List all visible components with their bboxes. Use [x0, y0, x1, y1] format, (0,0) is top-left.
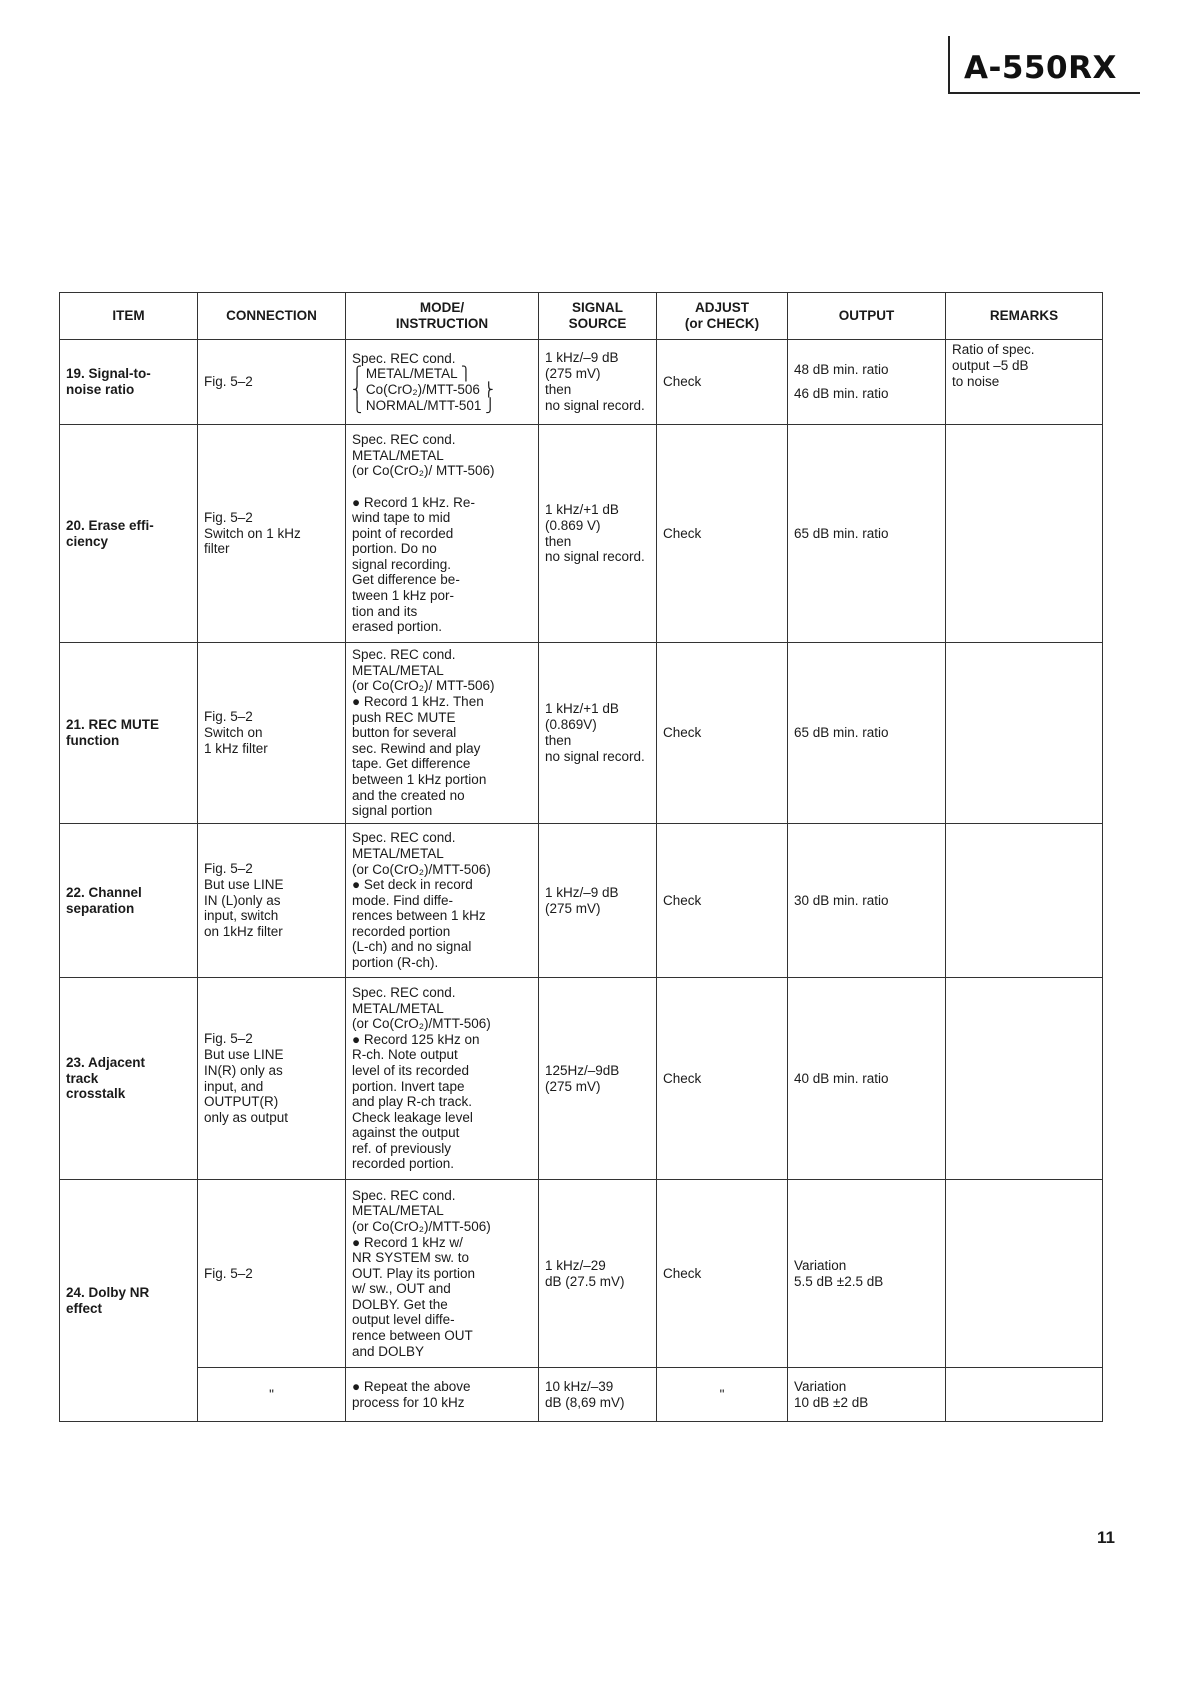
signal-source-cell: 1 kHz/+1 dB (0.869V) then no signal record.	[539, 643, 657, 824]
output-cell: Variation 5.5 dB ±2.5 dB	[788, 1180, 946, 1368]
output-cell: 40 dB min. ratio	[788, 978, 946, 1180]
connection-cell: Fig. 5–2 But use LINE IN(R) only as input, and OUTPUT(R) only as output	[198, 978, 346, 1180]
signal-source-cell: 125Hz/–9dB (275 mV)	[539, 978, 657, 1180]
model-title: A-550RX	[964, 50, 1117, 86]
item-cell: 23. Adjacent track crosstalk	[60, 978, 198, 1180]
table-row	[60, 425, 1103, 643]
adjust-cell: "	[657, 1368, 788, 1422]
adjust-cell: Check	[657, 340, 788, 425]
output-cell: 30 dB min. ratio	[788, 824, 946, 978]
table-row	[60, 978, 1103, 1180]
page-number: 11	[1097, 1528, 1115, 1547]
connection-cell: Fig. 5–2	[198, 340, 346, 425]
adjustment-table	[59, 292, 1103, 1422]
adjust-cell: Check	[657, 824, 788, 978]
connection-cell: Fig. 5–2 Switch on 1 kHz filter	[198, 425, 346, 643]
column-header-adjust: ADJUST (or CHECK)	[657, 293, 788, 340]
remarks-cell	[946, 1368, 1103, 1422]
adjust-cell: Check	[657, 978, 788, 1180]
signal-source-cell: 1 kHz/+1 dB (0.869 V) then no signal record.	[539, 425, 657, 643]
connection-cell: Fig. 5–2	[198, 1180, 346, 1368]
table-row	[60, 1368, 1103, 1422]
output-cell: 65 dB min. ratio	[788, 425, 946, 643]
mode-cell: Spec. REC cond. METAL/METAL (or Co(CrO₂)/MTT-506) ● Record 1 kHz w/ NR SYSTEM sw. to OUT. Play its portion w/ sw., OUT and DOLBY. Get the output level diffe- rence between OUT and DOLBY	[346, 1180, 539, 1368]
connection-cell: Fig. 5–2 But use LINE IN (L)only as input, switch on 1kHz filter	[198, 824, 346, 978]
mode-cell: Spec. REC cond. METAL/METAL (or Co(CrO₂)/ MTT-506) ● Record 1 kHz. Re- wind tape to mid point of recorded portion. Do no signal recording. Get difference be- tween 1 kHz por- tion and its erased portion.	[346, 425, 539, 643]
item-cell: 21. REC MUTE function	[60, 643, 198, 824]
mode-cell: ● Repeat the above process for 10 kHz	[346, 1368, 539, 1422]
signal-source-cell: 1 kHz/–9 dB (275 mV)	[539, 824, 657, 978]
column-header-mode: MODE/ INSTRUCTION	[346, 293, 539, 340]
item-cell: 19. Signal-to- noise ratio	[60, 340, 198, 425]
connection-cell: "	[198, 1368, 346, 1422]
remarks-cell	[946, 824, 1103, 978]
adjust-cell: Check	[657, 1180, 788, 1368]
table-row	[60, 340, 1103, 425]
remarks-cell	[946, 1180, 1103, 1368]
output-cell: 65 dB min. ratio	[788, 643, 946, 824]
connection-cell: Fig. 5–2 Switch on 1 kHz filter	[198, 643, 346, 824]
signal-source-cell: 10 kHz/–39 dB (8,69 mV)	[539, 1368, 657, 1422]
mode-cell: Spec. REC cond. METAL/METAL (or Co(CrO₂)/MTT-506) ● Set deck in record mode. Find diffe- rences between 1 kHz recorded portion (L-ch) and no signal portion (R-ch).	[346, 824, 539, 978]
item-cell: 20. Erase effi- ciency	[60, 425, 198, 643]
item-cell: 24. Dolby NR effect	[60, 1180, 198, 1422]
mode-cell: Spec. REC cond. ⎧ METAL/METAL ⎫ ⎨ Co(CrO₂)/MTT-506 ⎬ ⎩ NORMAL/MTT-501 ⎭	[346, 340, 539, 425]
column-header-signal-source: SIGNAL SOURCE	[539, 293, 657, 340]
output-cell: Variation 10 dB ±2 dB	[788, 1368, 946, 1422]
output-cell: 48 dB min. ratio 46 dB min. ratio	[788, 340, 946, 425]
column-header-connection: CONNECTION	[198, 293, 346, 340]
adjust-cell: Check	[657, 643, 788, 824]
remarks-cell	[946, 978, 1103, 1180]
table-row	[60, 824, 1103, 978]
signal-source-cell: 1 kHz/–29 dB (27.5 mV)	[539, 1180, 657, 1368]
item-cell: 22. Channel separation	[60, 824, 198, 978]
mode-cell: Spec. REC cond. METAL/METAL (or Co(CrO₂)/MTT-506) ● Record 125 kHz on R-ch. Note output level of its recorded portion. Invert tape and play R-ch track. Check leakage level against the output ref. of previously recorded portion.	[346, 978, 539, 1180]
remarks-cell	[946, 425, 1103, 643]
table-header-row	[60, 293, 1103, 340]
column-header-item: ITEM	[60, 293, 198, 340]
mode-cell: Spec. REC cond. METAL/METAL (or Co(CrO₂)/ MTT-506) ● Record 1 kHz. Then push REC MUTE button for several sec. Rewind and play tape. Get difference between 1 kHz portion and the created no signal portion	[346, 643, 539, 824]
table-row	[60, 1180, 1103, 1368]
table-row	[60, 643, 1103, 824]
signal-source-cell: 1 kHz/–9 dB (275 mV) then no signal record.	[539, 340, 657, 425]
column-header-remarks: REMARKS	[946, 293, 1103, 340]
adjust-cell: Check	[657, 425, 788, 643]
remarks-cell: Ratio of spec. output –5 dB to noise	[946, 340, 1103, 425]
remarks-cell	[946, 643, 1103, 824]
column-header-output: OUTPUT	[788, 293, 946, 340]
